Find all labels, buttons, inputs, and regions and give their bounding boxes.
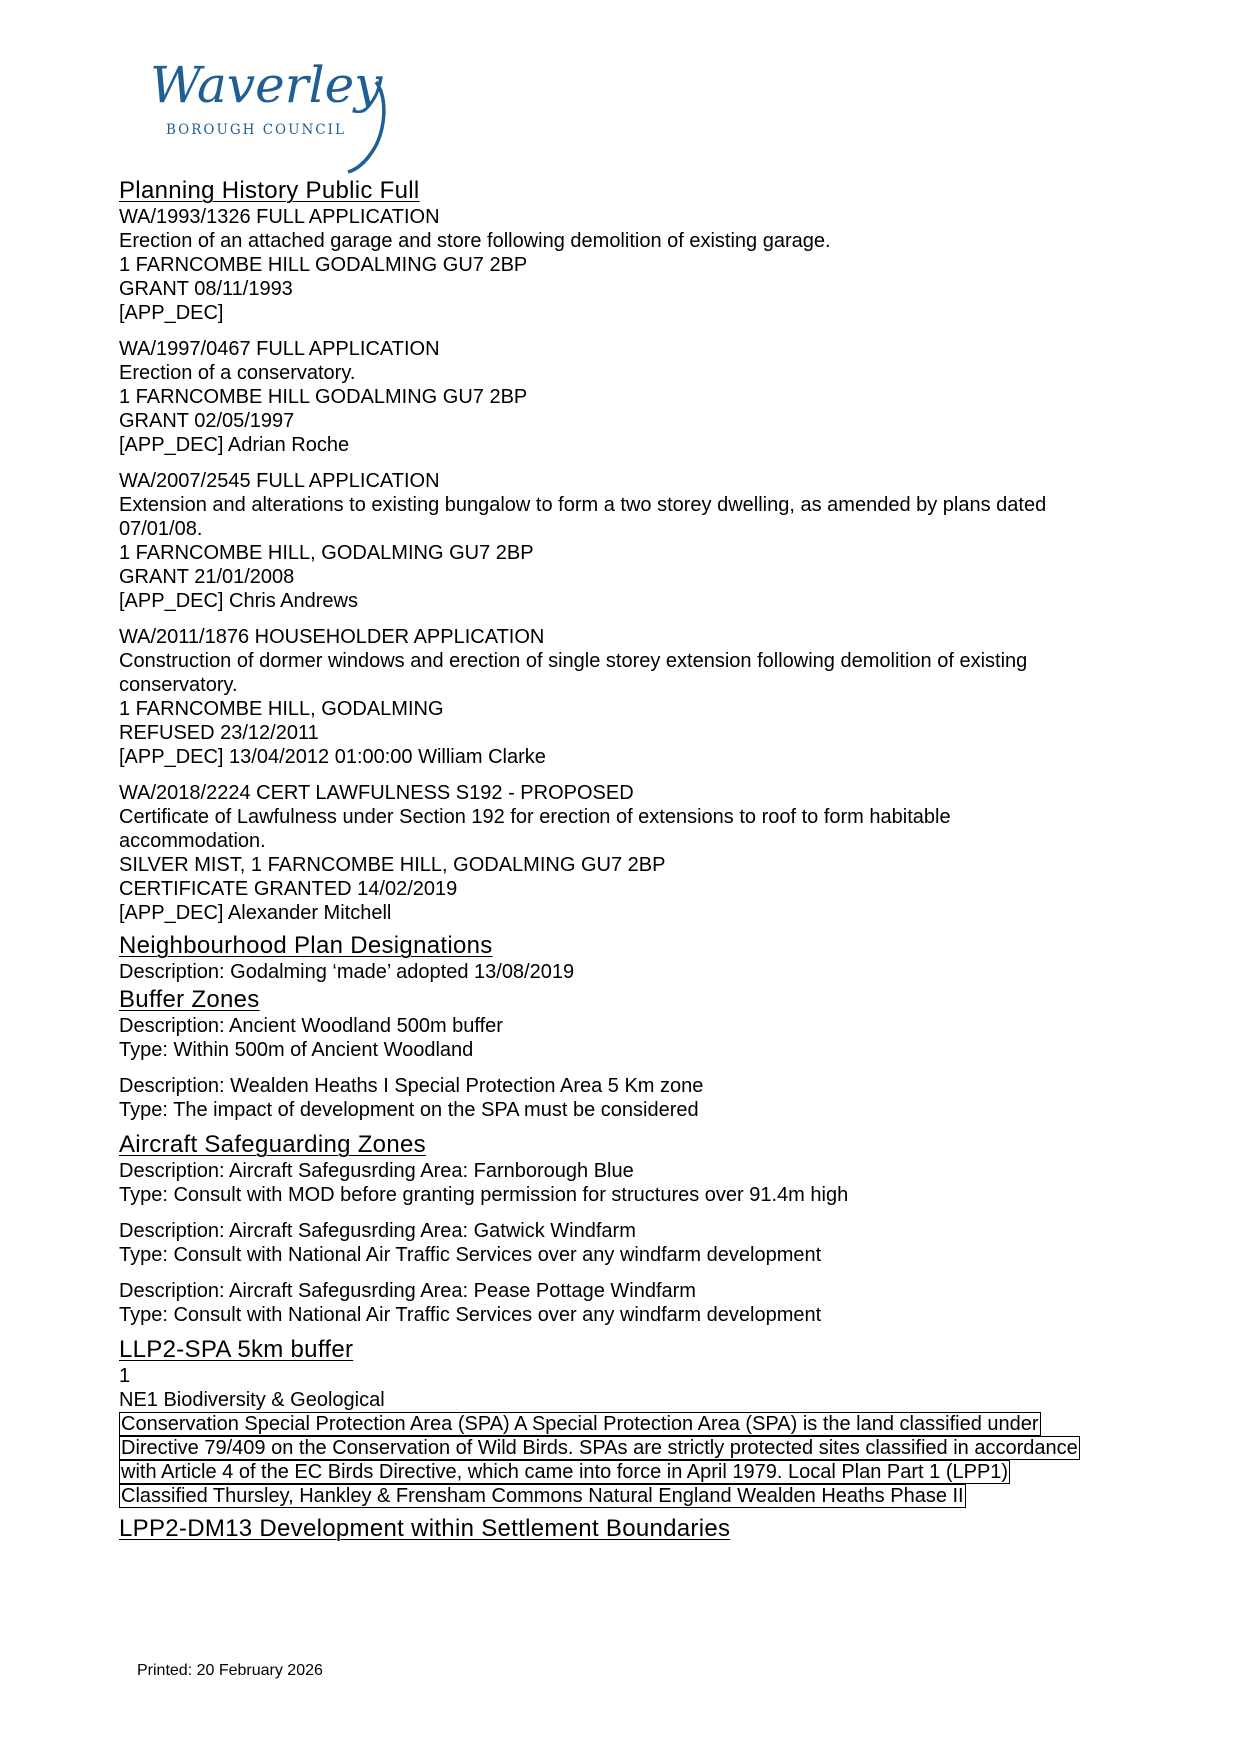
buffer-zone-item xyxy=(119,1014,1129,1062)
aircraft-zone-type: Type: Consult with MOD before granting permission for structures over 91.4m high xyxy=(119,1184,849,1206)
record-description: accommodation. xyxy=(119,830,266,852)
record-app-dec: [APP_DEC] Alexander Mitchell xyxy=(119,902,392,924)
printed-date: Printed: 20 February 2026 xyxy=(137,1662,323,1679)
lpp2-dm13-heading: LPP2-DM13 Development within Settlement Boundaries xyxy=(119,1515,731,1542)
logo-subtitle: BOROUGH COUNCIL xyxy=(166,122,346,138)
aircraft-zones-heading: Aircraft Safeguarding Zones xyxy=(119,1131,426,1158)
record-address: 1 FARNCOMBE HILL, GODALMING GU7 2BP xyxy=(119,542,534,564)
buffer-zone-item xyxy=(119,1074,1129,1122)
boxed-line-row xyxy=(119,1436,1129,1460)
boxed-line-row xyxy=(119,1484,1129,1508)
aircraft-zone-description: Description: Aircraft Safegusrding Area: Gatwick Windfarm xyxy=(119,1220,636,1242)
buffer-zone-type: Type: The impact of development on the SPA must be considered xyxy=(119,1099,699,1121)
record-app-dec: [APP_DEC] Chris Andrews xyxy=(119,590,358,612)
record-description: Extension and alterations to existing bungalow to form a two storey dwelling, as amended by plans dated xyxy=(119,494,1047,516)
waverley-logo xyxy=(150,52,390,180)
document-content xyxy=(119,176,1129,1543)
record-ref: WA/1993/1326 FULL APPLICATION xyxy=(119,206,440,228)
record-decision: GRANT 21/01/2008 xyxy=(119,566,295,588)
record-decision: CERTIFICATE GRANTED 14/02/2019 xyxy=(119,878,458,900)
buffer-zones-list xyxy=(119,1014,1129,1122)
record-description: Erection of a conservatory. xyxy=(119,362,356,384)
record-description: Erection of an attached garage and store following demolition of existing garage. xyxy=(119,230,831,252)
planning-record xyxy=(119,337,1129,457)
logo-wordmark: Waverley xyxy=(150,56,383,114)
aircraft-zone-type: Type: Consult with National Air Traffic Services over any windfarm development xyxy=(119,1304,822,1326)
planning-record xyxy=(119,205,1129,325)
record-app-dec: [APP_DEC] Adrian Roche xyxy=(119,434,350,456)
record-decision: GRANT 02/05/1997 xyxy=(119,410,295,432)
boxed-line: Classified Thursley, Hankley & Frensham Commons Natural England Wealden Heaths Phase II xyxy=(121,1485,964,1507)
record-app-dec: [APP_DEC] xyxy=(119,302,224,324)
boxed-line-row xyxy=(119,1412,1129,1436)
record-ref: WA/2011/1876 HOUSEHOLDER APPLICATION xyxy=(119,626,545,648)
llp2-spa-heading: LLP2-SPA 5km buffer xyxy=(119,1336,354,1363)
buffer-zone-type: Type: Within 500m of Ancient Woodland xyxy=(119,1039,474,1061)
record-app-dec: [APP_DEC] 13/04/2012 01:00:00 William Clarke xyxy=(119,746,546,768)
llp2-spa-number: 1 xyxy=(119,1365,131,1387)
planning-record xyxy=(119,469,1129,613)
planning-record xyxy=(119,625,1129,769)
waverley-logo-graphic xyxy=(150,52,390,180)
record-description: Certificate of Lawfulness under Section 192 for erection of extensions to roof to form habitable xyxy=(119,806,951,828)
planning-history-heading: Planning History Public Full xyxy=(119,177,420,204)
aircraft-zone-item xyxy=(119,1159,1129,1207)
aircraft-zone-item xyxy=(119,1279,1129,1327)
buffer-zone-description: Description: Ancient Woodland 500m buffer xyxy=(119,1015,503,1037)
record-ref: WA/2007/2545 FULL APPLICATION xyxy=(119,470,440,492)
record-ref: WA/2018/2224 CERT LAWFULNESS S192 - PROPOSED xyxy=(119,782,634,804)
neighbourhood-plan-description: Description: Godalming ‘made’ adopted 13/08/2019 xyxy=(119,961,575,983)
record-address: 1 FARNCOMBE HILL GODALMING GU7 2BP xyxy=(119,254,528,276)
boxed-line: Directive 79/409 on the Conservation of Wild Birds. SPAs are strictly protected sites classified in accordance xyxy=(121,1437,1078,1459)
llp2-spa-policy: NE1 Biodiversity & Geological xyxy=(119,1389,385,1411)
aircraft-zones-list xyxy=(119,1159,1129,1327)
record-decision: REFUSED 23/12/2011 xyxy=(119,722,319,744)
aircraft-zone-description: Description: Aircraft Safegusrding Area: Pease Pottage Windfarm xyxy=(119,1280,696,1302)
record-address: 1 FARNCOMBE HILL, GODALMING xyxy=(119,698,444,720)
record-decision: GRANT 08/11/1993 xyxy=(119,278,293,300)
boxed-line-row xyxy=(119,1460,1129,1484)
record-description: 07/01/08. xyxy=(119,518,203,540)
buffer-zones-heading: Buffer Zones xyxy=(119,986,260,1013)
planning-record xyxy=(119,781,1129,925)
record-description: Construction of dormer windows and erection of single storey extension following demolition of existing xyxy=(119,650,1028,672)
buffer-zone-description: Description: Wealden Heaths I Special Protection Area 5 Km zone xyxy=(119,1075,704,1097)
llp2-spa-boxed-text xyxy=(119,1412,1129,1508)
record-address: SILVER MIST, 1 FARNCOMBE HILL, GODALMING GU7 2BP xyxy=(119,854,666,876)
aircraft-zone-type: Type: Consult with National Air Traffic Services over any windfarm development xyxy=(119,1244,822,1266)
boxed-line: Conservation Special Protection Area (SPA) A Special Protection Area (SPA) is the land classified under xyxy=(121,1413,1039,1435)
record-ref: WA/1997/0467 FULL APPLICATION xyxy=(119,338,440,360)
boxed-line: with Article 4 of the EC Birds Directive, which came into force in April 1979. Local Plan Part 1 (LPP1) xyxy=(121,1461,1009,1483)
aircraft-zone-item xyxy=(119,1219,1129,1267)
record-address: 1 FARNCOMBE HILL GODALMING GU7 2BP xyxy=(119,386,528,408)
aircraft-zone-description: Description: Aircraft Safegusrding Area: Farnborough Blue xyxy=(119,1160,634,1182)
planning-history-records xyxy=(119,205,1129,925)
neighbourhood-plan-heading: Neighbourhood Plan Designations xyxy=(119,932,493,959)
record-description: conservatory. xyxy=(119,674,238,696)
